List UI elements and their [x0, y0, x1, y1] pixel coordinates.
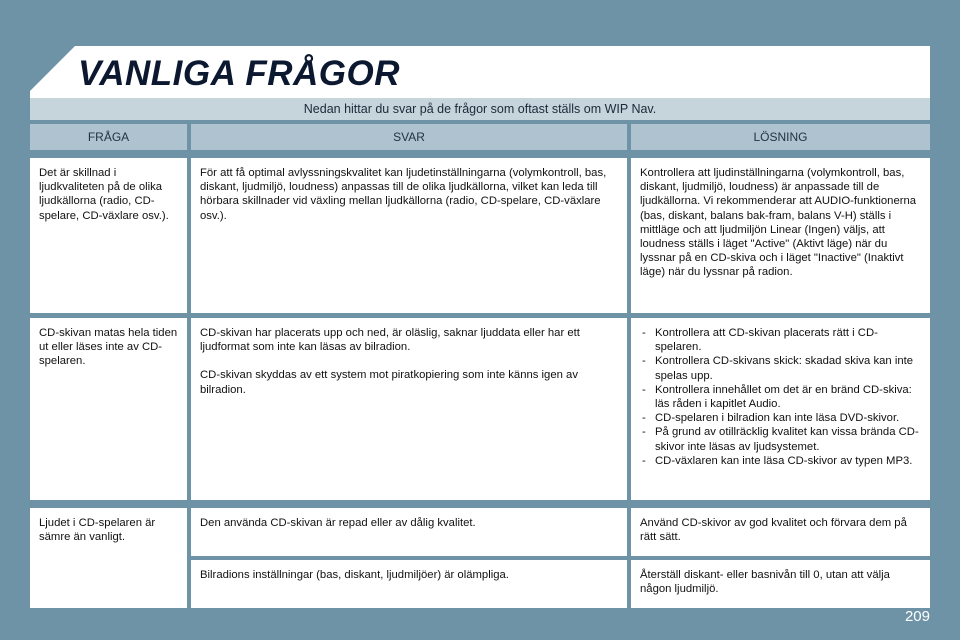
list-item: - CD-spelaren i bilradion kan inte läsa DVD-skivor. [640, 411, 922, 425]
solution-text: Kontrollera att ljudinställningarna (volymkontroll, bas, diskant, ljudmiljö, loudness) är anpassade till de ljudkällorna. Vi rekommenderar att AUDIO-funktionerna (bas, diskant, balans bak-fram, balans V-H) ställs i mittläge och att ljudmiljön Linear (Ingen) väljs, att loudness ställs i läget "Active" (Aktivt läge) när du lyssnar på en CD-skiva och i läget "Inactive" (Inaktivt läge) när du lyssnar på radion. [640, 167, 917, 279]
row-2-question [30, 318, 187, 500]
answer-text: Bilradions inställningar (bas, diskant, ljudmiljöer) är olämpliga. [200, 569, 509, 581]
column-header-answer: SVAR [191, 124, 627, 150]
solution-text: Återställ diskant- eller basnivån till 0, utan att välja någon ljudmiljö. [640, 569, 890, 596]
answer-text: CD-skivan skyddas av ett system mot piratkopiering som inte känns igen av bilradion. [200, 369, 578, 396]
column-header-solution: LÖSNING [631, 124, 930, 150]
page-title: VANLIGA FRÅGOR [78, 54, 400, 93]
list-item: - Kontrollera CD-skivans skick: skadad skiva kan inte spelas upp. [640, 354, 922, 382]
row-1-answer [191, 158, 627, 313]
row-3-question [30, 508, 187, 608]
intro-text: Nedan hittar du svar på de frågor som oftast ställs om WIP Nav. [30, 98, 930, 120]
row-3-answer-1 [191, 508, 627, 556]
solution-text: Använd CD-skivor av god kvalitet och förvara dem på rätt sätt. [640, 517, 907, 544]
row-1-question [30, 158, 187, 313]
row-3-solution-2 [631, 560, 930, 608]
row-3-solution-1 [631, 508, 930, 556]
answer-text: Den använda CD-skivan är repad eller av dålig kvalitet. [200, 517, 476, 529]
list-item: - På grund av otillräcklig kvalitet kan vissa brända CD-skivor inte läsas av ljudsystemet. [640, 425, 922, 453]
answer-text: CD-skivan har placerats upp och ned, är oläslig, saknar ljuddata eller har ett ljudformat som inte kan läsas av bilradion. [200, 327, 580, 354]
list-item: - CD-växlaren kan inte läsa CD-skivor av typen MP3. [640, 454, 922, 468]
column-header-question: FRÅGA [30, 124, 187, 150]
question-text: Det är skillnad i ljudkvaliteten på de olika ljudkällorna (radio, CD-spelare, CD-växlare osv.). [39, 167, 169, 222]
question-text: CD-skivan matas hela tiden ut eller läses inte av CD-spelaren. [39, 327, 178, 368]
answer-text: För att få optimal avlyssningskvalitet kan ljudetinställningarna (volymkontroll, bas, diskant, ljudmiljö, loudness) anpassas till de olika ljudkällorna, vilket kan leda till hörbara skillnader vid växling mellan ljudkällorna (radio, CD-spelare, CD-växlare osv.). [200, 167, 607, 222]
row-2-answer [191, 318, 627, 500]
page-number: 209 [904, 608, 930, 625]
row-3-answer-2 [191, 560, 627, 608]
list-item: - Kontrollera att CD-skivan placerats rätt i CD-spelaren. [640, 326, 922, 354]
solution-list [640, 326, 922, 468]
list-item: - Kontrollera innehållet om det är en bränd CD-skiva: läs råden i kapitlet Audio. [640, 383, 922, 411]
row-2-solution [631, 318, 930, 500]
row-1-solution [631, 158, 930, 313]
question-text: Ljudet i CD-spelaren är sämre än vanligt. [39, 517, 156, 544]
